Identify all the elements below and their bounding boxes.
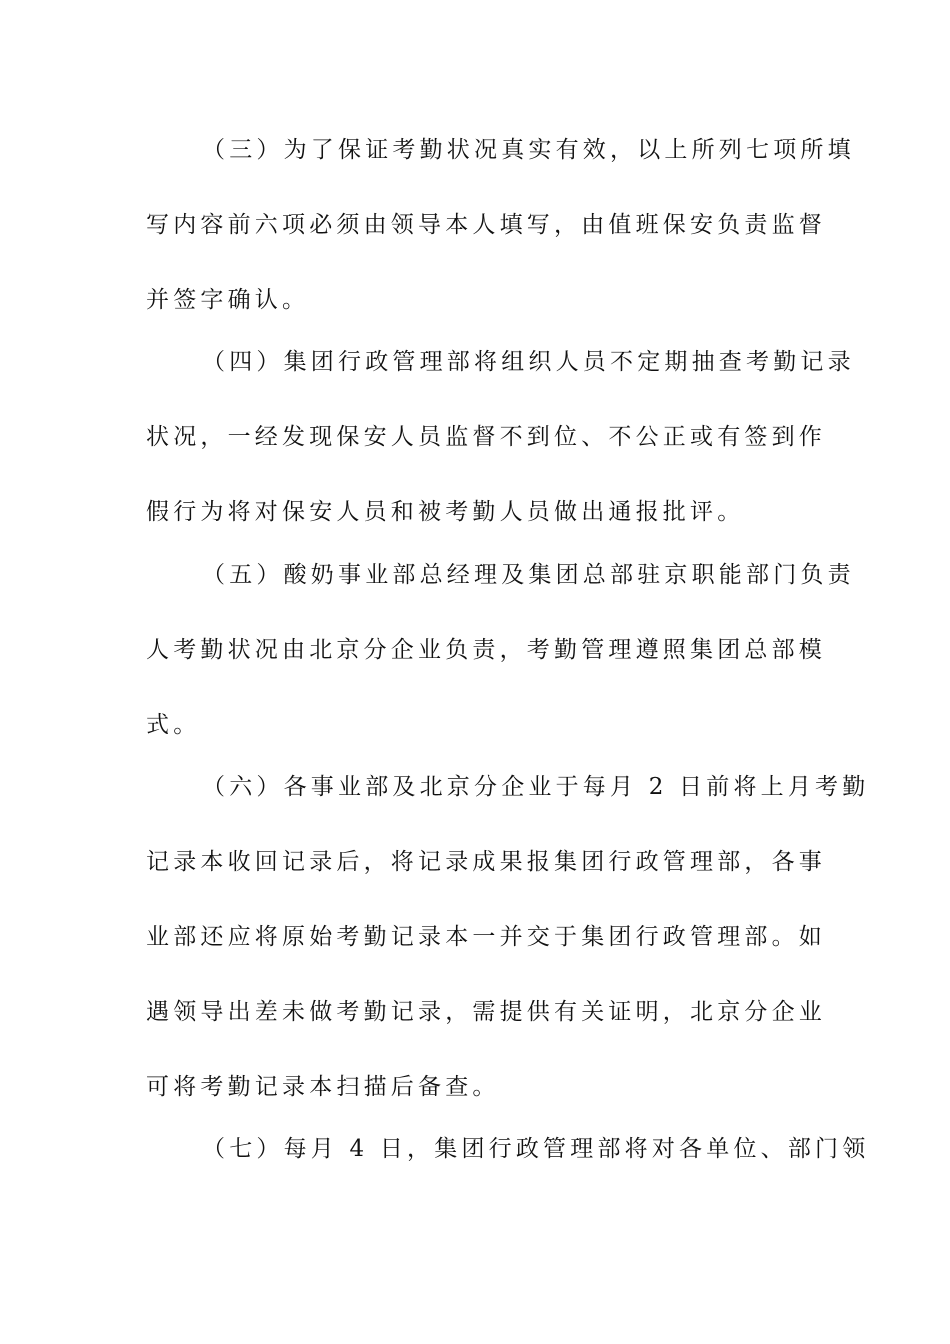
paragraph-6-line-5: 可将考勤记录本扫描后备查。 — [146, 1074, 500, 1100]
paragraph-4-line-3: 假行为将对保安人员和被考勤人员做出通报批评。 — [146, 499, 745, 525]
paragraph-3-line-1: （三）为了保证考勤状况真实有效，以上所列七项所填 — [202, 137, 855, 163]
paragraph-7-line-1: （七）每月 4 日，集团行政管理部将对各单位、部门领 — [202, 1136, 870, 1162]
paragraph-3-line-3: 并签字确认。 — [146, 287, 310, 313]
paragraph-3-line-2: 写内容前六项必须由领导本人填写，由值班保安负责监督 — [146, 212, 826, 238]
paragraph-4-line-2: 状况，一经发现保安人员监督不到位、不公正或有签到作 — [146, 424, 826, 450]
paragraph-6-line-2: 记录本收回记录后，将记录成果报集团行政管理部，各事 — [146, 849, 826, 875]
paragraph-6-line-4: 遇领导出差未做考勤记录，需提供有关证明，北京分企业 — [146, 999, 826, 1025]
paragraph-6-line-1: （六）各事业部及北京分企业于每月 2 日前将上月考勤 — [202, 774, 870, 800]
paragraph-5-line-2: 人考勤状况由北京分企业负责，考勤管理遵照集团总部模 — [146, 637, 826, 663]
paragraph-4-line-1: （四）集团行政管理部将组织人员不定期抽查考勤记录 — [202, 349, 855, 375]
paragraph-5-line-3: 式。 — [146, 712, 201, 738]
paragraph-6-line-3: 业部还应将原始考勤记录本一并交于集团行政管理部。如 — [146, 924, 826, 950]
paragraph-5-line-1: （五）酸奶事业部总经理及集团总部驻京职能部门负责 — [202, 562, 855, 588]
